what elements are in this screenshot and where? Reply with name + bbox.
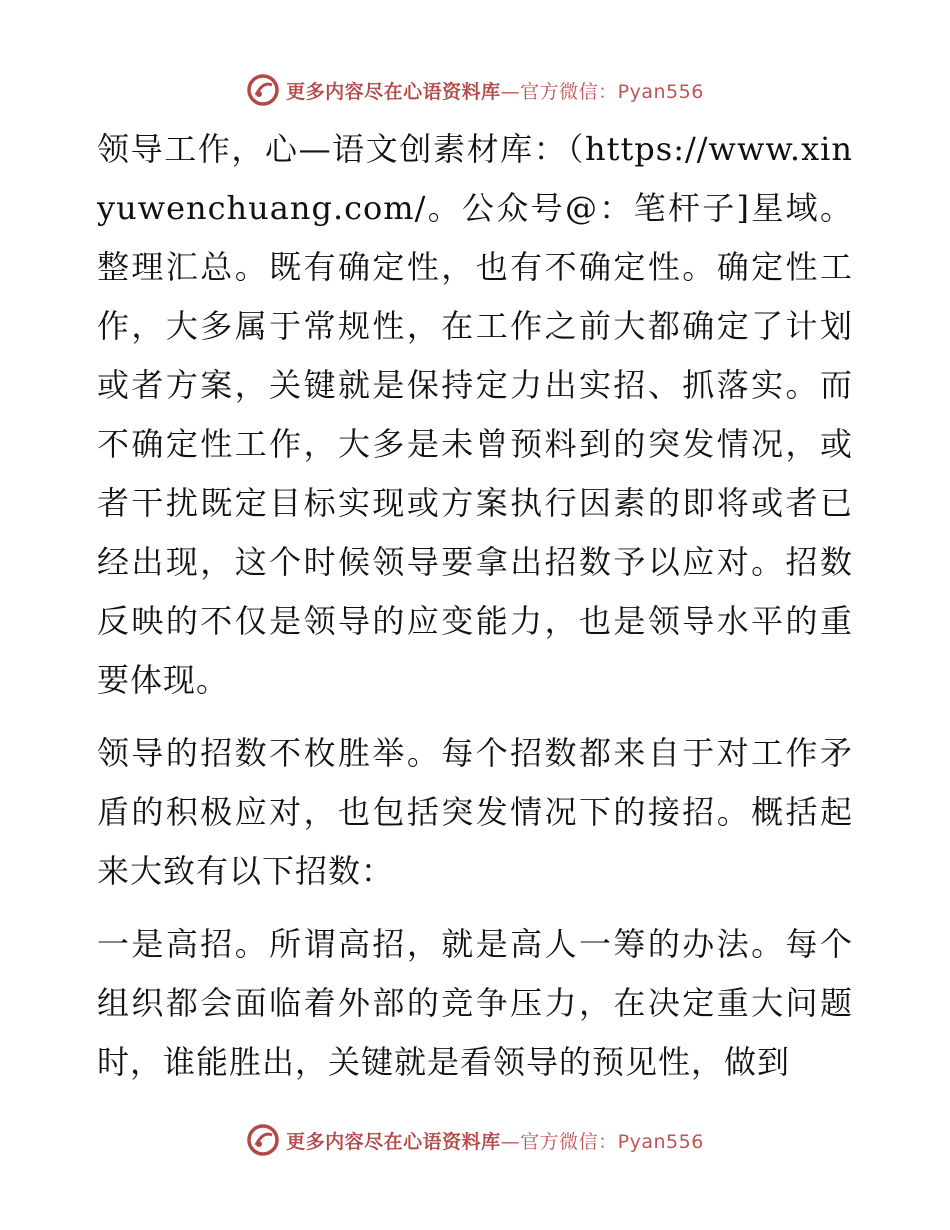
footer-banner-cn: 更多内容尽在心语资料库 (286, 1130, 501, 1153)
footer-banner-dash: — (500, 1130, 521, 1153)
paragraph-2: 领导的招数不枚胜举。每个招数都来自于对工作矛盾的积极应对，也包括突发情况下的接招。概括起来大致有以下招数： (97, 734, 853, 890)
header-banner-dash: — (500, 80, 521, 103)
logo-icon (246, 73, 280, 107)
paragraph-1: 领导工作，心—语文创素材库：（https://www.xinyuwenchuang.com/。公众号@：笔杆子]星域。整理汇总。既有确定性，也有不确定性。确定性工作，大多属于常规性，在工作之前大都确定了计划或者方案，关键就是保持定力出实招、抓落实。而不确定性工作，大多是未曾预料到的突发情况，或者干扰既定目标实现或方案执行因素的即将或者已经出现，这个时候领导要拿出招数予以应对。招数反映的不仅是领导的应变能力，也是领导水平的重要体现。 (97, 130, 853, 699)
header-banner-cn: 更多内容尽在心语资料库 (286, 80, 501, 103)
footer-banner (0, 1120, 950, 1160)
header-banner-wechat: 官方微信：Pyan556 (520, 80, 704, 103)
logo-icon (246, 1123, 280, 1157)
document-body (97, 120, 853, 1106)
footer-banner-text (286, 1127, 704, 1154)
footer-banner-wechat: 官方微信：Pyan556 (520, 1130, 704, 1153)
header-banner (0, 70, 950, 110)
header-banner-text (286, 77, 704, 104)
paragraph-3: 一是高招。所谓高招，就是高人一筹的办法。每个组织都会面临着外部的竞争压力，在决定重大问题时，谁能胜出，关键就是看领导的预见性，做到 (97, 925, 853, 1081)
